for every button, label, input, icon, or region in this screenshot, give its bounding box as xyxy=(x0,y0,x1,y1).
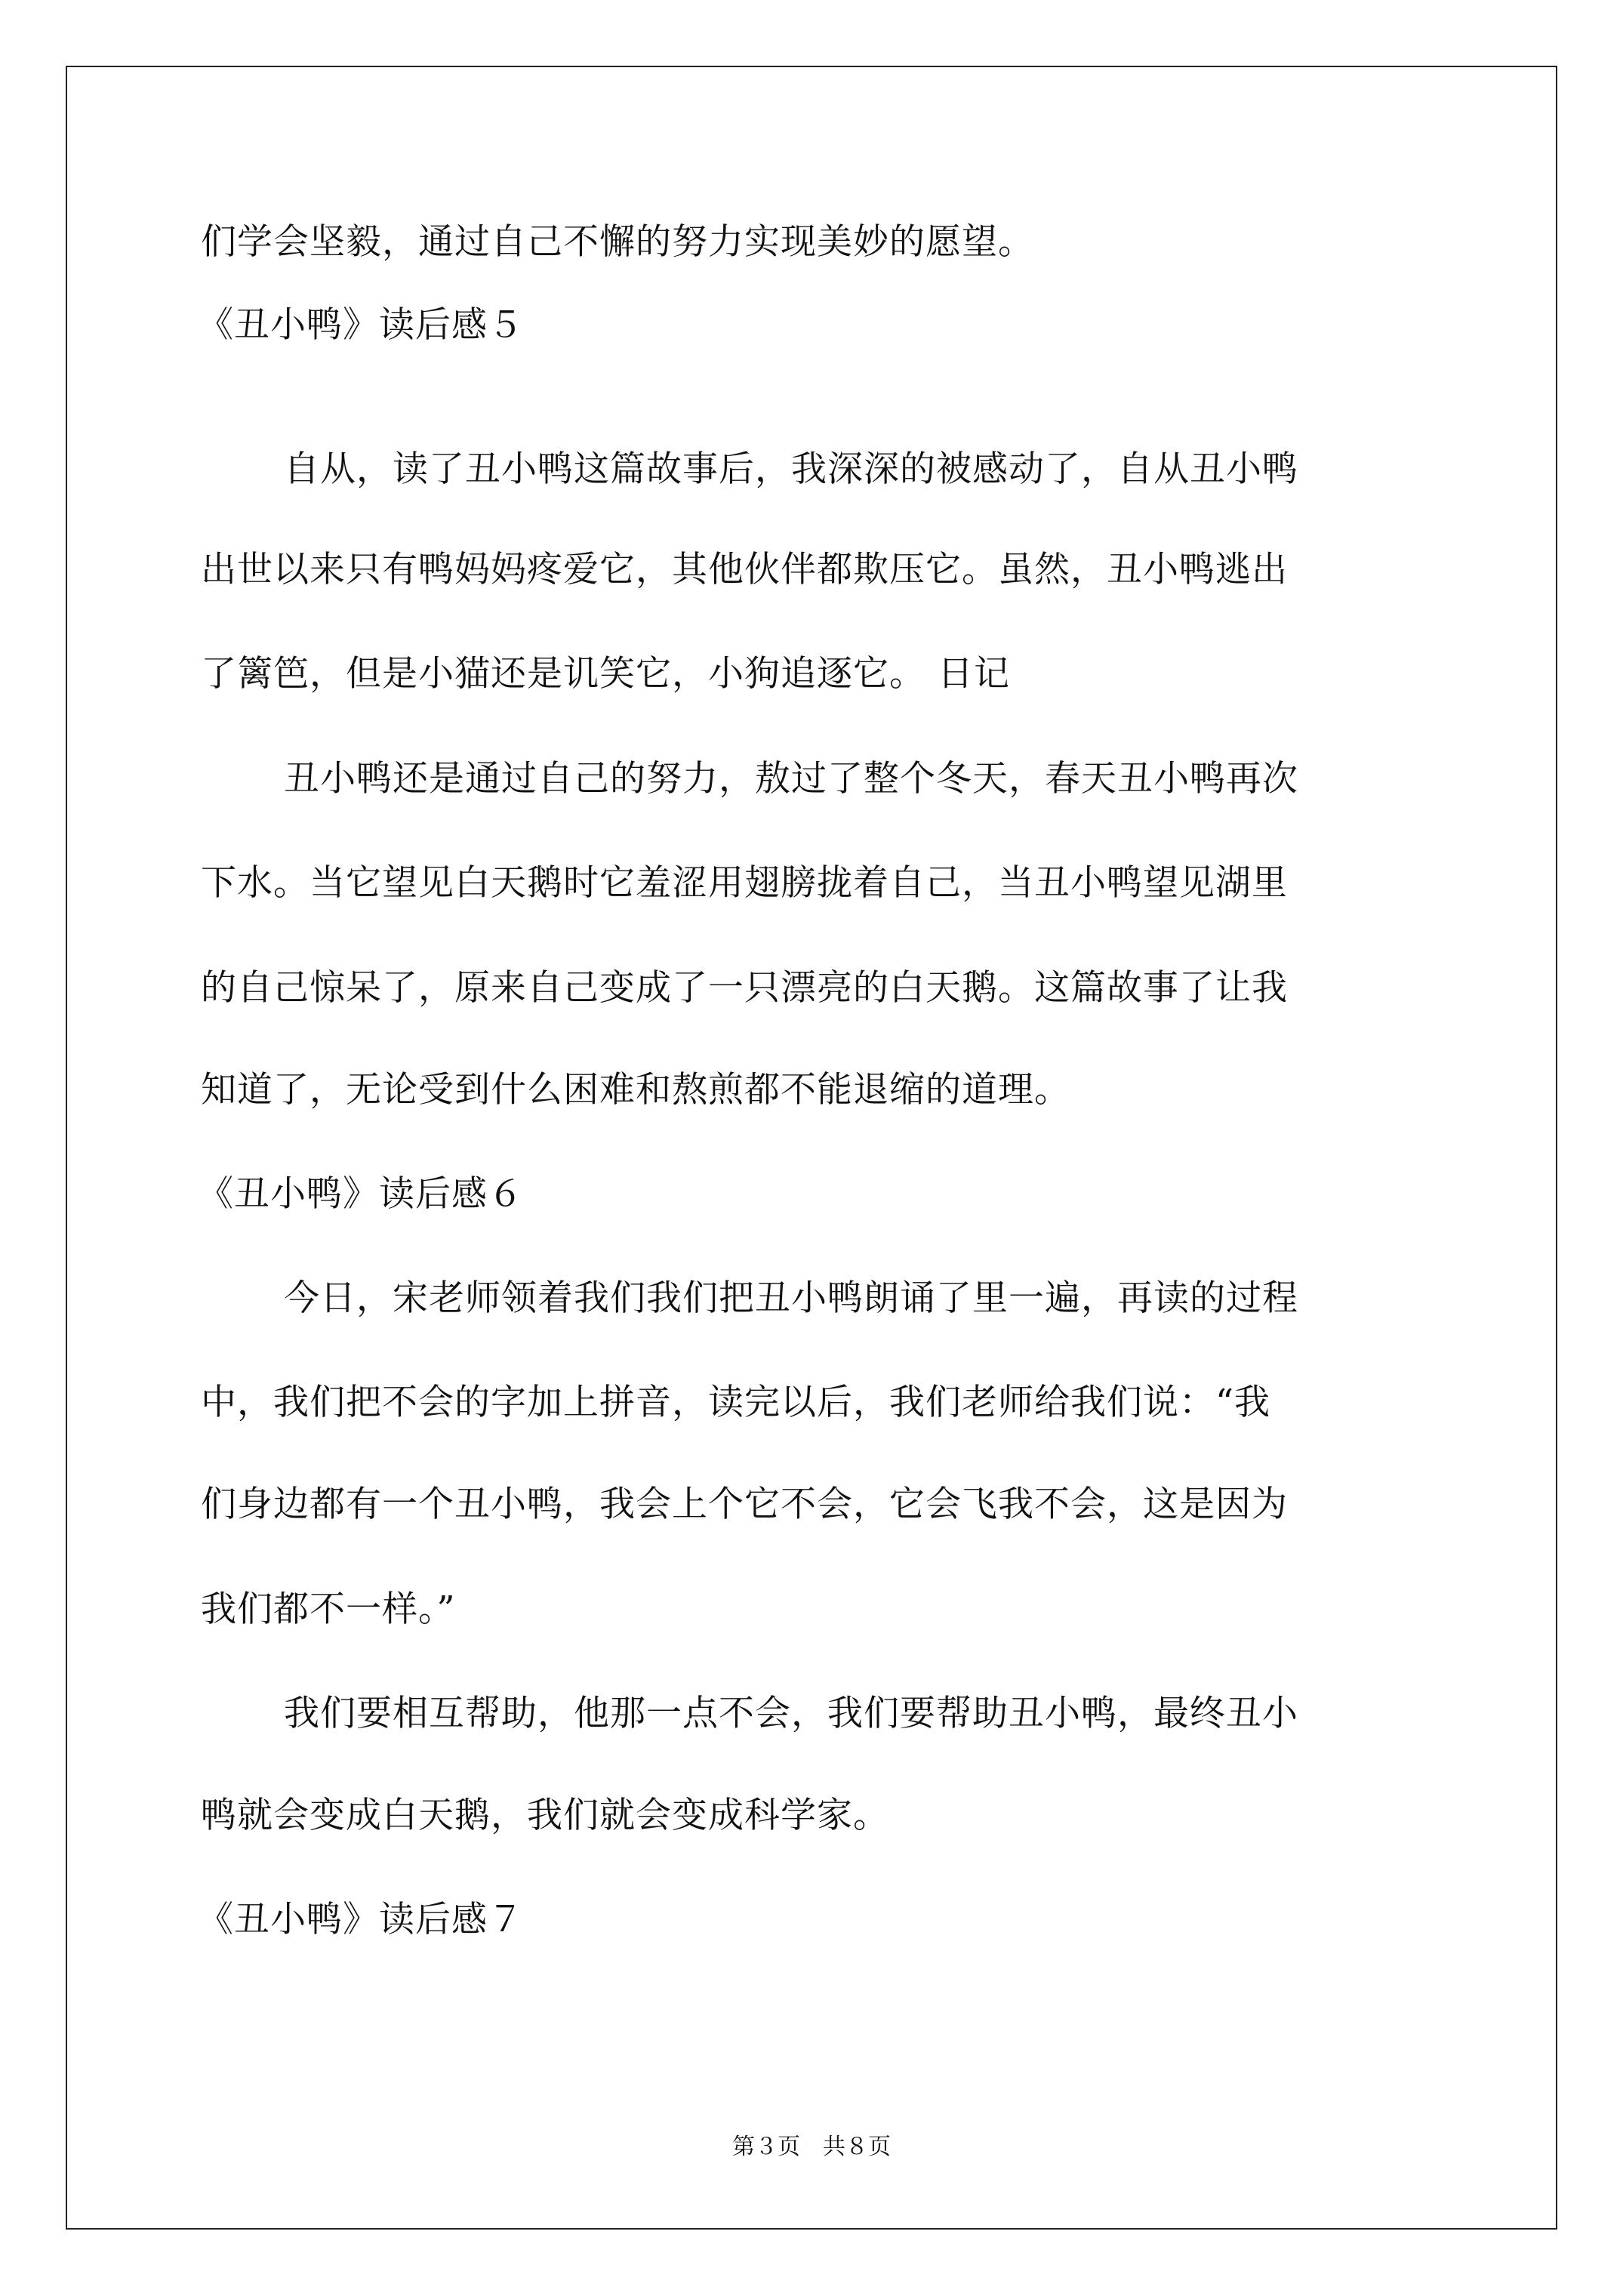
paragraph-line: 的自己惊呆了，原来自己变成了一只漂亮的白天鹅。这篇故事了让我 xyxy=(201,967,1288,1009)
paragraph-line: 我们要相互帮助，他那一点不会，我们要帮助丑小鸭，最终丑小 xyxy=(284,1693,1298,1734)
paragraph-line: 们身边都有一个丑小鸭，我会上个它不会，它会飞我不会，这是因为 xyxy=(201,1484,1288,1525)
paragraph-line: 中，我们把不会的字加上拼音，读完以后，我们老师给我们说：“我 xyxy=(201,1382,1271,1423)
paragraph-line: 今日，宋老师领着我们我们把丑小鸭朗诵了里一遍，再读的过程 xyxy=(284,1277,1298,1319)
paragraph-line: 下水。当它望见白天鹅时它羞涩用翅膀拢着自己，当丑小鸭望见湖里 xyxy=(201,862,1288,904)
paragraph-line: 了篱笆，但是小猫还是讥笑它，小狗追逐它。 日记 xyxy=(201,653,1010,695)
paragraph-line: 出世以来只有鸭妈妈疼爱它，其他伙伴都欺压它。虽然，丑小鸭逃出 xyxy=(201,549,1288,590)
section-heading-5: 《丑小鸭》读后感５ xyxy=(198,304,524,346)
section-heading-7: 《丑小鸭》读后感７ xyxy=(198,1899,524,1940)
section-heading-6: 《丑小鸭》读后感６ xyxy=(198,1173,524,1215)
paragraph-line: 知道了，无论受到什么困难和熬煎都不能退缩的道理。 xyxy=(201,1069,1070,1111)
page-number: 第３页 共８页 xyxy=(732,2134,891,2160)
paragraph-line: 们学会坚毅，通过自己不懈的努力实现美妙的愿望。 xyxy=(201,221,1034,263)
paragraph-line: 丑小鸭还是通过自己的努力，敖过了整个冬天，春天丑小鸭再次 xyxy=(284,758,1298,800)
paragraph-line: 自从，读了丑小鸭这篇故事后，我深深的被感动了，自从丑小鸭 xyxy=(284,448,1298,490)
paragraph-line: 我们都不一样。” xyxy=(201,1589,456,1630)
paragraph-line: 鸭就会变成白天鹅，我们就会变成科学家。 xyxy=(201,1795,889,1836)
